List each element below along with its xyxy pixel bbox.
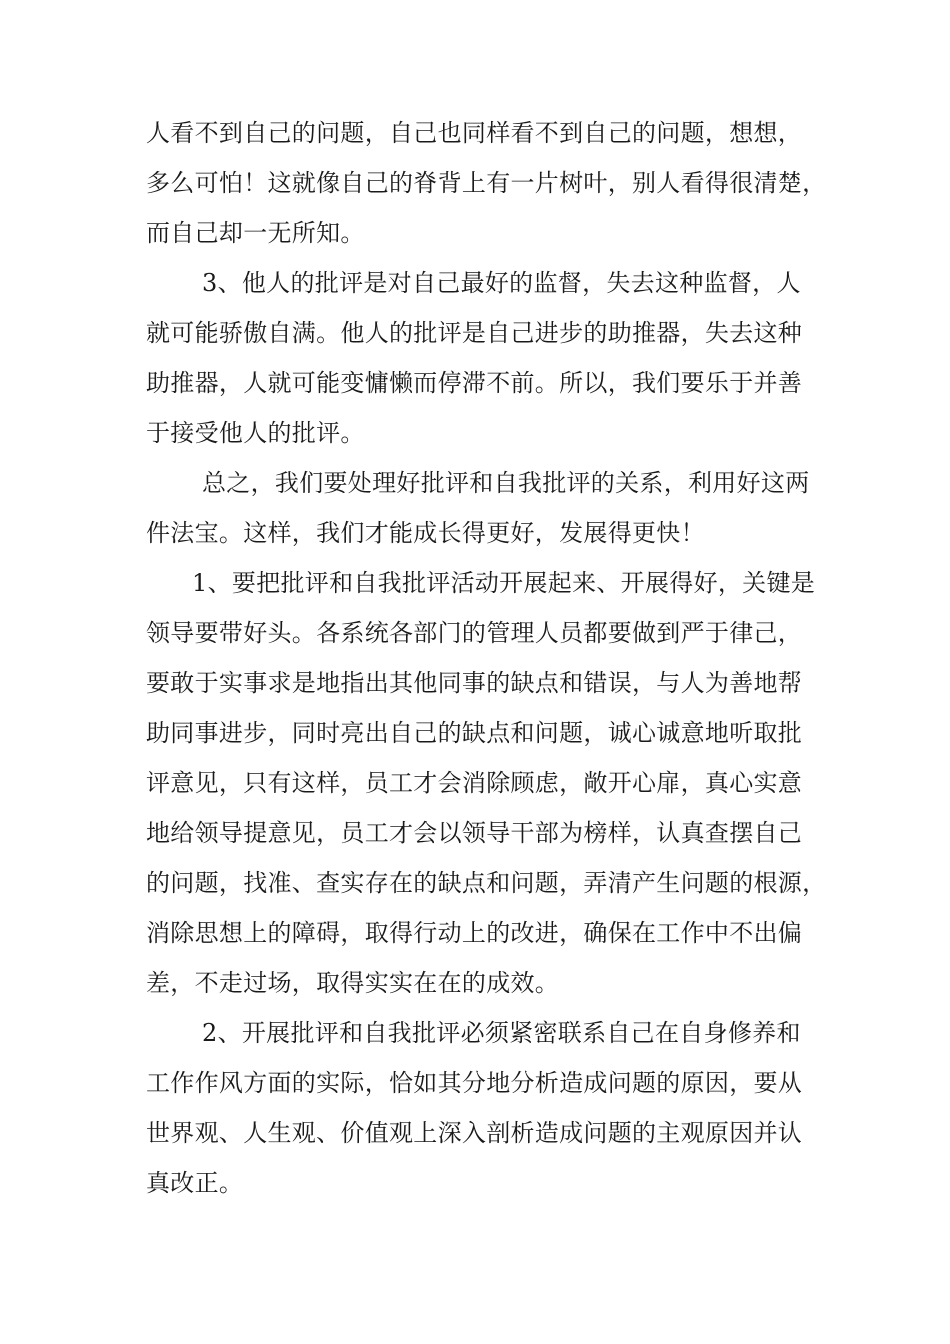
text-line: 就可能骄傲自满。他人的批评是自己进步的助推器，失去这种 (146, 319, 803, 347)
text-line: 人看不到自己的问题，自己也同样看不到自己的问题，想想， (146, 119, 803, 147)
text-line: 1、要把批评和自我批评活动开展起来、开展得好，关键是 (192, 569, 816, 597)
text-line: 差，不走过场，取得实实在在的成效。 (146, 969, 560, 997)
text-line: 助推器，人就可能变慵懒而停滞不前。所以，我们要乐于并善 (146, 369, 803, 397)
text-line: 3、他人的批评是对自己最好的监督，失去这种监督，人 (202, 269, 801, 297)
text-line: 于接受他人的批评。 (146, 419, 365, 447)
text-line: 而自己却一无所知。 (146, 219, 365, 247)
text-line: 多么可怕！这就像自己的脊背上有一片树叶，别人看得很清楚， (146, 169, 827, 197)
text-line: 地给领导提意见，员工才会以领导干部为榜样，认真查摆自己 (146, 819, 803, 847)
text-line: 领导要带好头。各系统各部门的管理人员都要做到严于律己， (146, 619, 803, 647)
text-line: 件法宝。这样，我们才能成长得更好，发展得更快！ (146, 519, 705, 547)
text-line: 2、开展批评和自我批评必须紧密联系自己在自身修养和 (202, 1019, 801, 1047)
text-line: 工作作风方面的实际，恰如其分地分析造成问题的原因，要从 (146, 1069, 803, 1097)
text-line: 总之，我们要处理好批评和自我批评的关系，利用好这两 (202, 469, 810, 497)
text-line: 要敢于实事求是地指出其他同事的缺点和错误，与人为善地帮 (146, 669, 803, 697)
text-line: 助同事进步，同时亮出自己的缺点和问题，诚心诚意地听取批 (146, 719, 803, 747)
text-line: 世界观、人生观、价值观上深入剖析造成问题的主观原因并认 (146, 1119, 803, 1147)
text-line: 真改正。 (146, 1169, 244, 1197)
text-line: 消除思想上的障碍，取得行动上的改进，确保在工作中不出偏 (146, 919, 803, 947)
text-line: 评意见，只有这样，员工才会消除顾虑，敞开心扉，真心实意 (146, 769, 803, 797)
text-line: 的问题，找准、查实存在的缺点和问题，弄清产生问题的根源， (146, 869, 827, 897)
